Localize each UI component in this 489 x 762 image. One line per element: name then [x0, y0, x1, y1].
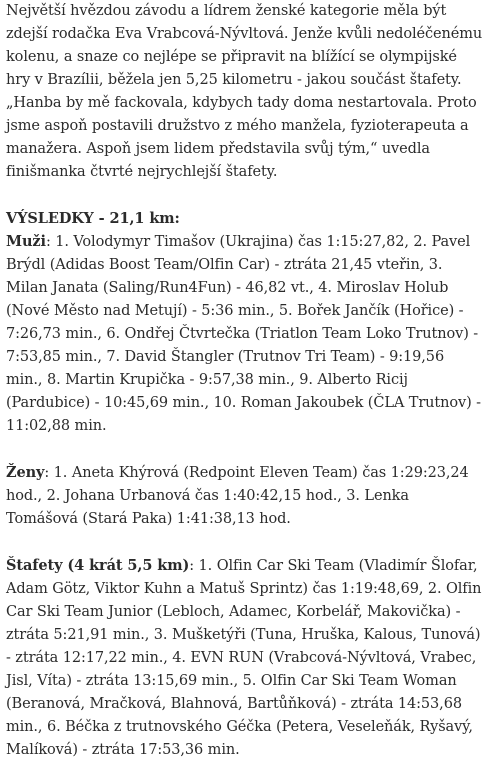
- paragraph-spacer: [6, 531, 484, 554]
- results-heading: VÝSLEDKY - 21,1 km:: [6, 210, 180, 227]
- relay-results-text: : 1. Olfin Car Ski Team (Vladimír Šlofar, Adam Götz, Viktor Kuhn a Matuš Sprintz) čas 1:19:48,69, 2. Olfin Car Ski Team Junior (Lebloch, Adamec, Korbelář, Makovička) - ztráta 5:21,91 min., 3. Mušketýři (Tuna, Hruška, Kalous, Tunová) - ztráta 12:17,22 min., 4. EVN RUN (Vrabcová-Nývltová, Vrabec, Jisl, Víta) - ztráta 13:15,69 min., 5. Olfin Car Ski Team Woman (Beranová, Mračková, Blahnová, Bartůňková) - ztráta 14:53,68 min., 6. Béčka z trutnovského Géčka (Petera, Veseleňák, Ryšavý, Malíková) - ztráta 17:53,36 min.: [6, 558, 482, 758]
- article-body: [6, 0, 484, 762]
- men-label: Muži: [6, 233, 46, 250]
- relay-results: [6, 554, 484, 762]
- women-results-text: : 1. Aneta Khýrová (Redpoint Eleven Team) čas 1:29:23,24 hod., 2. Johana Urbanová čas 1:40:42,15 hod., 3. Lenka Tomášová (Stará Paka) 1:41:38,13 hod.: [6, 465, 469, 527]
- intro-paragraph: Největší hvězdou závodu a lídrem ženské kategorie měla být zdejší rodačka Eva Vrabcová-Nývltová. Jenže kvůli nedoléčenému kolenu, a snaze co nejlépe se připravit na blížící se olympijské hry v Brazílii, běžela jen 5,25 kilometru - jakou součást štafety. „Hanba by mě fackovala, kdybych tady doma nestartovala. Proto jsme aspoň postavili družstvo z mého manžela, fyzioterapeuta a manažera. Aspoň jsem lidem představila svůj tým,“ uvedla finišmanka čtvrté nejrychlejší štafety.: [6, 3, 483, 180]
- women-results: [6, 461, 484, 531]
- men-results-text: : 1. Volodymyr Timašov (Ukrajina) čas 1:15:27,82, 2. Pavel Brýdl (Adidas Boost Team/Olfin Car) - ztráta 21,45 vteřin, 3. Milan Janata (Saling/Run4Fun) - 46,82 vt., 4. Miroslav Holub (Nové Město nad Metují) - 5:36 min., 5. Bořek Jančík (Hořice) - 7:26,73 min., 6. Ondřej Čtvrtečka (Triatlon Team Loko Trutnov) - 7:53,85 min., 7. David Štangler (Trutnov Tri Team) - 9:19,56 min., 8. Martin Krupička - 9:57,38 min., 9. Alberto Ricij (Pardubice) - 10:45,69 min., 10. Roman Jakoubek (ČLA Trutnov) - 11:02,88 min.: [6, 234, 481, 434]
- men-results: [6, 230, 484, 438]
- paragraph-spacer: [6, 184, 484, 207]
- paragraph-spacer: [6, 438, 484, 461]
- women-label: Ženy: [6, 464, 45, 481]
- relay-label: Štafety (4 krát 5,5 km): [6, 557, 190, 574]
